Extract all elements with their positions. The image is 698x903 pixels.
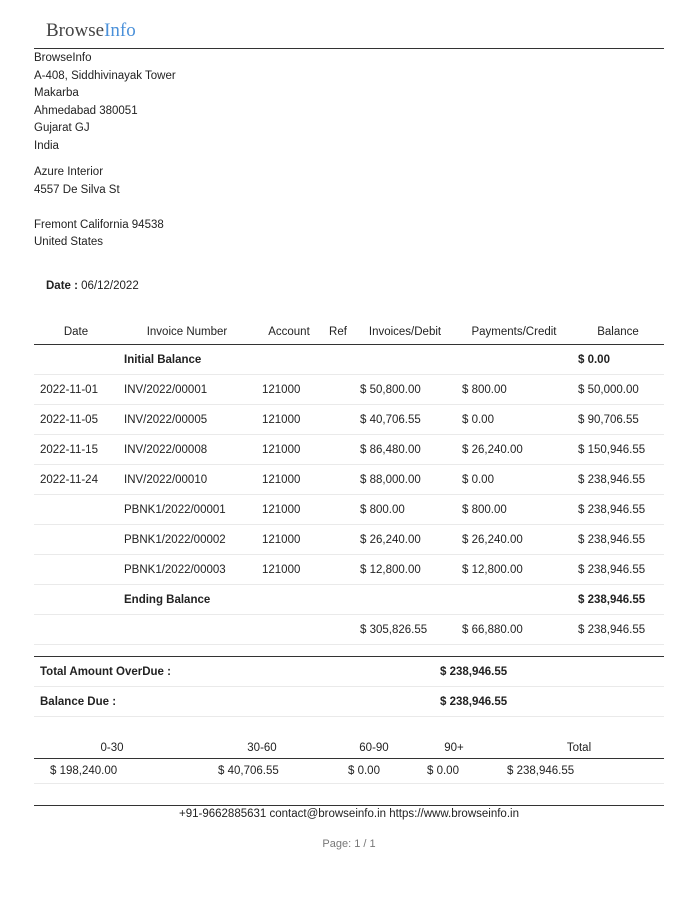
row-debit: $ 50,800.00 xyxy=(354,375,456,405)
ledger-table xyxy=(34,320,664,645)
row-date xyxy=(34,555,118,585)
company-city: Ahmedabad 380051 xyxy=(34,104,138,117)
ledger-row xyxy=(34,525,664,555)
aging-values-row xyxy=(34,759,664,784)
header-divider xyxy=(34,48,664,49)
row-balance: $ 238,946.55 xyxy=(572,465,664,495)
col-account: Account xyxy=(256,320,322,345)
aging-table xyxy=(34,738,664,784)
row-credit: $ 0.00 xyxy=(456,405,572,435)
ledger-row xyxy=(34,405,664,435)
row-credit: $ 12,800.00 xyxy=(456,555,572,585)
row-balance: $ 90,706.55 xyxy=(572,405,664,435)
report-date xyxy=(46,280,139,292)
row-balance: $ 238,946.55 xyxy=(572,555,664,585)
ledger-row xyxy=(34,465,664,495)
row-date xyxy=(34,495,118,525)
row-debit: $ 40,706.55 xyxy=(354,405,456,435)
company-logo: BrowseInfo xyxy=(46,20,136,41)
company-state: Gujarat GJ xyxy=(34,122,90,134)
row-invoice-number: PBNK1/2022/00002 xyxy=(118,525,256,555)
aging-header-row xyxy=(34,738,664,759)
row-balance: $ 50,000.00 xyxy=(572,375,664,405)
ending-balance-value: $ 238,946.55 xyxy=(572,585,664,615)
row-date xyxy=(34,525,118,555)
ledger-row xyxy=(34,435,664,465)
aging-col-0-30: 0-30 xyxy=(34,738,190,759)
row-ref xyxy=(322,435,354,465)
balance-due-row xyxy=(34,687,664,717)
row-account: 121000 xyxy=(256,405,322,435)
aging-value-90-plus: $ 0.00 xyxy=(414,759,494,784)
company-area: Makarba xyxy=(34,87,79,99)
page-number: Page: 1 / 1 xyxy=(322,838,376,850)
overdue-row xyxy=(34,657,664,687)
col-invoice-number: Invoice Number xyxy=(118,320,256,345)
balance-due-value: $ 238,946.55 xyxy=(434,687,664,717)
col-ref: Ref xyxy=(322,320,354,345)
aging-col-30-60: 30-60 xyxy=(190,738,334,759)
col-balance: Balance xyxy=(572,320,664,345)
ending-balance-label: Ending Balance xyxy=(118,585,256,615)
footer-divider xyxy=(34,805,664,806)
row-debit: $ 26,240.00 xyxy=(354,525,456,555)
row-debit: $ 12,800.00 xyxy=(354,555,456,585)
aging-value-60-90: $ 0.00 xyxy=(334,759,414,784)
balance-due-label: Balance Due : xyxy=(34,687,434,717)
col-debit: Invoices/Debit xyxy=(354,320,456,345)
row-ref xyxy=(322,405,354,435)
row-ref xyxy=(322,495,354,525)
row-account: 121000 xyxy=(256,495,322,525)
col-date: Date xyxy=(34,320,118,345)
row-credit: $ 800.00 xyxy=(456,495,572,525)
row-invoice-number: INV/2022/00001 xyxy=(118,375,256,405)
partner-name: Azure Interior xyxy=(34,166,104,178)
row-credit: $ 26,240.00 xyxy=(456,435,572,465)
row-balance: $ 238,946.55 xyxy=(572,525,664,555)
total-credit: $ 66,880.00 xyxy=(456,615,572,645)
row-account: 121000 xyxy=(256,465,322,495)
row-invoice-number: PBNK1/2022/00001 xyxy=(118,495,256,525)
company-street: A-408, Siddhivinayak Tower xyxy=(34,69,176,82)
row-account: 121000 xyxy=(256,435,322,465)
partner-address xyxy=(34,164,164,252)
ledger-row xyxy=(34,375,664,405)
row-date: 2022-11-15 xyxy=(34,435,118,465)
aging-col-90-plus: 90+ xyxy=(414,738,494,759)
ledger-totals-row xyxy=(34,615,664,645)
row-balance: $ 238,946.55 xyxy=(572,495,664,525)
partner-city: Fremont California 94538 xyxy=(34,218,164,231)
partner-street: 4557 De Silva St xyxy=(34,183,120,196)
total-balance: $ 238,946.55 xyxy=(572,615,664,645)
partner-country: United States xyxy=(34,236,104,248)
row-date: 2022-11-24 xyxy=(34,465,118,495)
initial-balance-value: $ 0.00 xyxy=(572,345,664,375)
overdue-label: Total Amount OverDue : xyxy=(34,657,434,687)
row-ref xyxy=(322,465,354,495)
ledger-row xyxy=(34,495,664,525)
company-name: BrowseInfo xyxy=(34,52,92,64)
row-account: 121000 xyxy=(256,525,322,555)
aging-value-30-60: $ 40,706.55 xyxy=(190,759,334,784)
col-credit: Payments/Credit xyxy=(456,320,572,345)
total-debit: $ 305,826.55 xyxy=(354,615,456,645)
company-country: India xyxy=(34,139,59,152)
row-credit: $ 0.00 xyxy=(456,465,572,495)
row-debit: $ 800.00 xyxy=(354,495,456,525)
aging-value-0-30: $ 198,240.00 xyxy=(34,759,190,784)
company-address xyxy=(34,50,176,155)
aging-col-60-90: 60-90 xyxy=(334,738,414,759)
row-invoice-number: INV/2022/00008 xyxy=(118,435,256,465)
initial-balance-row xyxy=(34,345,664,375)
row-account: 121000 xyxy=(256,555,322,585)
aging-col-total: Total xyxy=(494,738,664,759)
row-credit: $ 800.00 xyxy=(456,375,572,405)
ending-balance-row xyxy=(34,585,664,615)
row-date: 2022-11-01 xyxy=(34,375,118,405)
date-value: 06/12/2022 xyxy=(81,280,139,292)
row-balance: $ 150,946.55 xyxy=(572,435,664,465)
row-invoice-number: INV/2022/00005 xyxy=(118,405,256,435)
row-debit: $ 88,000.00 xyxy=(354,465,456,495)
row-ref xyxy=(322,375,354,405)
date-label: Date : xyxy=(46,280,78,292)
aging-value-total: $ 238,946.55 xyxy=(494,759,664,784)
overdue-value: $ 238,946.55 xyxy=(434,657,664,687)
row-invoice-number: PBNK1/2022/00003 xyxy=(118,555,256,585)
row-credit: $ 26,240.00 xyxy=(456,525,572,555)
row-ref xyxy=(322,525,354,555)
footer-contact: +91-9662885631 contact@browseinfo.in https://www.browseinfo.in xyxy=(179,808,519,820)
row-account: 121000 xyxy=(256,375,322,405)
ledger-header-row xyxy=(34,320,664,345)
row-ref xyxy=(322,555,354,585)
row-invoice-number: INV/2022/00010 xyxy=(118,465,256,495)
row-date: 2022-11-05 xyxy=(34,405,118,435)
summary-table xyxy=(34,656,664,717)
ledger-row xyxy=(34,555,664,585)
row-debit: $ 86,480.00 xyxy=(354,435,456,465)
initial-balance-label: Initial Balance xyxy=(118,345,256,375)
